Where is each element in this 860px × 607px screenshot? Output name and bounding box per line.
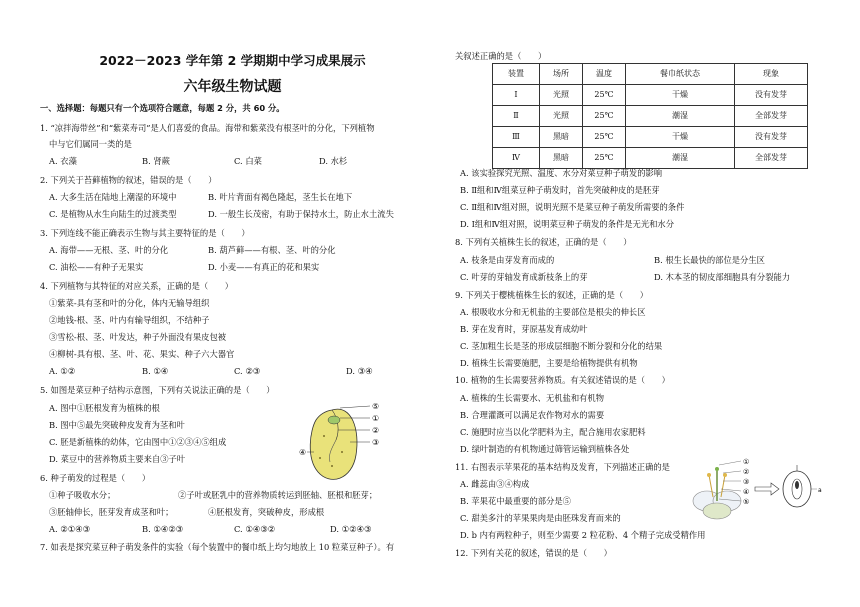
arrow-icon (755, 483, 779, 495)
table-cell: 干燥 (626, 85, 735, 106)
q7-option-b: B. Ⅱ组和Ⅳ组菜豆种子萌发时，首先突破种皮的是胚芽 (460, 185, 660, 195)
q10-option-a: A. 植株的生长需要水、无机盐和有机物 (460, 393, 605, 403)
flower-label-3: ③ (743, 478, 750, 486)
q4-statement-3: ③雪松-根、茎、叶发达，种子外面没有果皮包被 (49, 332, 227, 342)
table-cell: Ⅳ (493, 148, 540, 169)
q11-option-a: A. 雌蕊由③④构成 (460, 479, 530, 489)
q2-stem: 2. 下列关于苔藓植物的叙述，错误的是（ ） (40, 175, 217, 185)
flower-label-2: ② (743, 468, 750, 476)
bean-label-4: ④ (299, 448, 307, 457)
q1-stem: 1. “凉拌海带丝”和“紫菜寿司”是人们喜爱的食品。海带和紫菜没有根茎叶的分化，下列植物 (40, 123, 375, 133)
q6-step-4: ④胚根发育，突破种皮，形成根 (208, 507, 325, 517)
q9-option-d: D. 植株生长需要施肥，主要是给植物提供有机物 (460, 358, 638, 368)
apple-flower-diagram (683, 455, 823, 527)
bean-seed-diagram (299, 400, 384, 486)
table-header: 餐巾纸状态 (626, 64, 735, 85)
flower-label-1: ① (743, 458, 750, 466)
flower-label-5: ⑤ (743, 498, 750, 506)
q6-step-1: ①种子吸收水分； (49, 490, 116, 500)
q1-stem-cont: 中与它们属同一类的是 (49, 139, 132, 149)
q8-option-c: C. 叶芽的芽轴发育成新枝条上的芽 (460, 272, 588, 282)
bean-label-1: ① (372, 414, 380, 423)
q4-stem: 4. 下列植物与其特征的对应关系，正确的是（ ） (40, 281, 234, 291)
q5-option-c: C. 胚是新植株的幼体，它由图中①②③④⑤组成 (49, 437, 227, 447)
table-row (493, 148, 808, 169)
q9-option-c: C. 茎加粗生长是茎的形成层细胞不断分裂和分化的结果 (460, 341, 663, 351)
table-cell: Ⅱ (493, 106, 540, 127)
exam-title: 2022－2023 学年第 2 学期期中学习成果展示 (99, 53, 366, 68)
table-cell: 没有发芽 (735, 127, 808, 148)
table-header: 现象 (735, 64, 808, 85)
q3-option-c: C. 油松——有种子无果实 (49, 262, 144, 272)
q10-option-c: C. 施肥时应当以化学肥料为主，配合施用农家肥料 (460, 427, 646, 437)
q6-option-d: D. ①②④③ (330, 524, 372, 534)
table-cell: 潮湿 (626, 148, 735, 169)
table-cell: 光照 (540, 85, 583, 106)
q2-option-c: C. 是植物从水生向陆生的过渡类型 (49, 209, 177, 219)
table-cell: 25℃ (583, 127, 626, 148)
q8-stem: 8. 下列有关植株生长的叙述，正确的是（ ） (455, 237, 632, 247)
bean-label-5: ⑤ (372, 402, 380, 411)
exam-subtitle: 六年级生物试题 (183, 79, 282, 95)
q8-option-a: A. 枝条是由芽发育而成的 (460, 255, 555, 265)
q11-option-c: C. 甜美多汁的苹果果肉是由胚珠发育而来的 (460, 513, 621, 523)
table-cell: 25℃ (583, 85, 626, 106)
q10-stem: 10. 植物的生长需要营养物质。有关叙述错误的是（ ） (455, 375, 670, 385)
flower-label-4: ④ (743, 488, 750, 496)
table-cell: 黑暗 (540, 148, 583, 169)
q3-option-a: A. 海带——无根、茎、叶的分化 (49, 245, 169, 255)
q4-option-a: A. ①② (49, 366, 76, 376)
q11-option-d: D. b 内有两粒种子，则至少需要 2 粒花粉、4 个精子完成受精作用 (460, 530, 706, 540)
q5-stem: 5. 如图是菜豆种子结构示意图，下列有关说法正确的是（ ） (40, 385, 275, 395)
q2-option-a: A. 大多生活在陆地上潮湿的环境中 (49, 192, 177, 202)
table-row (493, 85, 808, 106)
table-cell: 全部发芽 (735, 106, 808, 127)
table-cell: 潮湿 (626, 106, 735, 127)
q8-option-b: B. 根生长最快的部位是分生区 (654, 255, 765, 265)
q6-step-3: ③胚轴伸长，胚芽发育成茎和叶； (49, 507, 174, 517)
q5-option-b: B. 图中⑤最先突破种皮发育为茎和叶 (49, 420, 185, 430)
q7-stem-cont: 关叙述正确的是（ ） (455, 51, 547, 61)
experiment-table (492, 63, 808, 169)
q12-stem: 12. 下列有关花的叙述，错误的是（ ） (455, 548, 612, 558)
q7-stem: 7. 如表是探究菜豆种子萌发条件的实验（每个装置中的餐巾纸上均匀地放上 10 粒菜豆种子）。有 (40, 542, 395, 552)
q9-option-b: B. 芽在发育时，芽原基发育成幼叶 (460, 324, 588, 334)
q9-stem: 9. 下列关于樱桃植株生长的叙述，正确的是（ ） (455, 290, 649, 300)
table-cell: 黑暗 (540, 127, 583, 148)
q9-option-a: A. 根吸收水分和无机盐的主要部位是根尖的伸长区 (460, 307, 646, 317)
table-header-row (493, 64, 808, 85)
table-header: 装置 (493, 64, 540, 85)
table-cell: Ⅰ (493, 85, 540, 106)
q4-statement-2: ②地钱-根、茎、叶内有输导组织，不结种子 (49, 315, 210, 325)
table-row (493, 106, 808, 127)
q1-option-c: C. 白菜 (234, 156, 262, 166)
q10-option-b: B. 合理灌溉可以满足农作物对水的需要 (460, 410, 605, 420)
table-cell: 光照 (540, 106, 583, 127)
table-header: 场所 (540, 64, 583, 85)
q10-option-d: D. 绿叶制造的有机物通过筛管运输到植株各处 (460, 444, 630, 454)
q6-step-2: ②子叶或胚乳中的营养物质转运到胚轴、胚根和胚芽； (178, 490, 378, 500)
q6-option-a: A. ②①④③ (49, 524, 91, 534)
q7-option-a: A. 该实验探究光照、温度、水分对菜豆种子萌发的影响 (460, 168, 663, 178)
q1-option-d: D. 水杉 (319, 156, 348, 166)
q11-stem: 11. 右图表示苹果花的基本结构及发育，下列描述正确的是 (455, 462, 670, 472)
q2-option-b: B. 叶片背面有褐色隆起，茎生长在地下 (208, 192, 353, 202)
q6-option-c: C. ①④③② (234, 524, 276, 534)
q7-option-d: D. Ⅰ组和Ⅳ组对照，说明菜豆种子萌发的条件是无光和水分 (460, 219, 675, 229)
q5-option-a: A. 图中①胚根发育为植株的根 (49, 403, 160, 413)
q2-option-d: D. 一般生长茂密，有助于保持水土，防止水土流失 (208, 209, 394, 219)
q1-option-a: A. 衣藻 (49, 156, 77, 166)
fruit-label-a: a (818, 487, 822, 494)
table-cell: 25℃ (583, 106, 626, 127)
q4-option-b: B. ①④ (142, 366, 169, 376)
q5-option-d: D. 菜豆中的营养物质主要来自③子叶 (49, 454, 186, 464)
bean-label-3: ③ (372, 438, 380, 447)
q3-stem: 3. 下列连线不能正确表示生物与其主要特征的是（ ） (40, 228, 250, 238)
q3-option-d: D. 小麦——有真正的花和果实 (208, 262, 320, 272)
table-cell: 干燥 (626, 127, 735, 148)
q11-option-b: B. 苹果花中最重要的部分是⑤ (460, 496, 571, 506)
q6-option-b: B. ①④②③ (142, 524, 184, 534)
q4-option-c: C. ②③ (234, 366, 261, 376)
q1-option-b: B. 肾蕨 (142, 156, 170, 166)
table-cell: 全部发芽 (735, 148, 808, 169)
q3-option-b: B. 葫芦藓——有根、茎、叶的分化 (208, 245, 336, 255)
q4-option-d: D. ③④ (346, 366, 373, 376)
table-cell: 没有发芽 (735, 85, 808, 106)
q6-stem: 6. 种子萌发的过程是（ ） (40, 473, 151, 483)
table-cell: Ⅲ (493, 127, 540, 148)
q4-statement-1: ①紫菜-具有茎和叶的分化，体内无输导组织 (49, 298, 210, 308)
table-cell: 25℃ (583, 148, 626, 169)
q7-option-c: C. Ⅱ组和Ⅳ组对照，说明光照不是菜豆种子萌发所需要的条件 (460, 202, 685, 212)
q8-option-d: D. 木本茎的韧皮部细胞具有分裂能力 (654, 272, 791, 282)
section-heading: 一、选择题：每题只有一个选项符合题意，每题 2 分，共 60 分。 (40, 103, 285, 113)
bean-label-2: ② (372, 426, 380, 435)
table-row (493, 127, 808, 148)
q4-statement-4: ④柳树-具有根、茎、叶、花、果实、种子六大器官 (49, 349, 235, 359)
table-header: 温度 (583, 64, 626, 85)
